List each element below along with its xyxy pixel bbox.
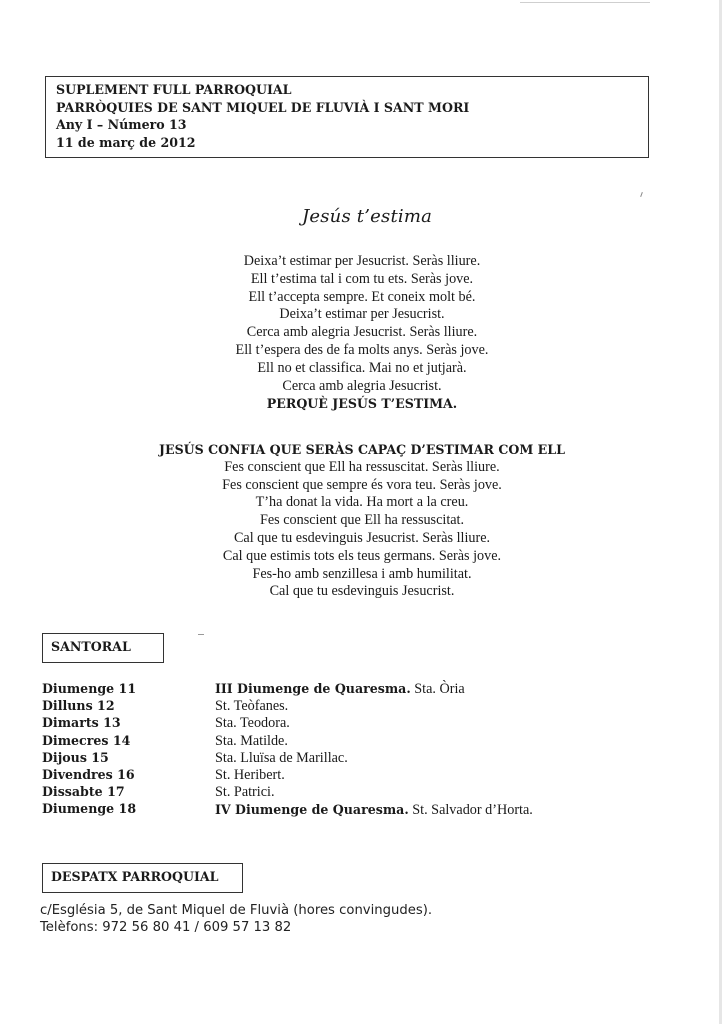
poem-closing: PERQUÈ JESÚS T’ESTIMA. [266, 396, 458, 412]
poem-second [0, 441, 724, 601]
saint-entry [215, 801, 533, 819]
masthead-title: SUPLEMENT FULL PARROQUIAL [56, 82, 292, 97]
poem-line: Ell no et classifica. Mai no et jutjarà. [257, 359, 467, 376]
masthead-box [45, 76, 649, 158]
poem-line: Fes conscient que Ell ha ressuscitat. [259, 512, 465, 529]
poem-line: Deixa’t estimar per Jesucrist. [279, 306, 445, 323]
saint-entry: Sta. Matilde. [215, 732, 288, 749]
poem-first [0, 253, 724, 413]
day-label: Diumenge 18 [42, 801, 137, 817]
day-label: Diumenge 11 [42, 681, 137, 696]
article-title: Jesús t’estima [301, 206, 433, 227]
poem-line: T’ha donat la vida. Ha mort a la creu. [255, 494, 469, 511]
phone-line: Telèfons: 972 56 80 41 / 609 57 13 82 [40, 920, 292, 935]
santoral-saints [215, 680, 533, 820]
day-label: Dissabte 17 [42, 784, 125, 800]
saint-name: Sta. Òria [410, 681, 465, 697]
santoral-label: SANTORAL [42, 633, 164, 663]
feast-name: III Diumenge de Quaresma. [215, 681, 411, 696]
poem-line: Deixa’t estimar per Jesucrist. Seràs lliure. [243, 253, 481, 269]
poem-line: Fes conscient que Ell ha ressuscitat. Seràs lliure. [224, 458, 500, 475]
masthead-date: 11 de març de 2012 [56, 134, 196, 150]
scan-mark [640, 192, 643, 197]
saint-entry: Sta. Teodora. [215, 715, 290, 732]
poem-line: Fes-ho amb senzillesa i amb humilitat. [252, 565, 472, 582]
despatx-label: DESPATX PARROQUIAL [42, 863, 243, 893]
day-label: Dijous 15 [42, 749, 109, 765]
santoral-days [42, 680, 136, 818]
day-label: Dimecres 14 [42, 732, 131, 748]
saint-entry: Sta. Lluïsa de Marillac. [215, 749, 348, 766]
poem-heading: JESÚS CONFIA QUE SERÀS CAPAÇ D’ESTIMAR COM ELL [159, 442, 565, 457]
masthead-parishes: PARRÒQUIES DE SANT MIQUEL DE FLUVIÀ I SANT MORI [56, 99, 470, 115]
address-line: c/Església 5, de Sant Miquel de Fluvià (hores convingudes). [40, 903, 433, 918]
poem-line: Ell t’estima tal i com tu ets. Seràs jove. [250, 270, 474, 287]
poem-line: Ell t’espera des de fa molts anys. Seràs jove. [235, 341, 489, 358]
masthead-issue: Any I – Número 13 [56, 117, 187, 132]
scan-top-rule [520, 2, 650, 3]
despatx-info [40, 902, 432, 936]
poem-line: Ell t’accepta sempre. Et coneix molt bé. [248, 288, 476, 305]
poem-line: Cal que estimis tots els teus germans. Seràs jove. [222, 547, 502, 564]
day-label: Dilluns 12 [42, 698, 115, 714]
poem-line: Cerca amb alegria Jesucrist. [282, 377, 442, 394]
day-label: Divendres 16 [42, 767, 135, 783]
poem-line: Cerca amb alegria Jesucrist. Seràs lliure. [246, 324, 478, 341]
scan-mark [198, 634, 204, 635]
saint-entry: St. Patrici. [215, 784, 275, 801]
poem-line: Cal que tu esdevinguis Jesucrist. Seràs lliure. [233, 529, 491, 546]
poem-line: Fes conscient que sempre és vora teu. Seràs jove. [222, 476, 502, 493]
day-label: Dimarts 13 [42, 715, 121, 731]
saint-entry: St. Heribert. [215, 767, 285, 784]
poem-line: Cal que tu esdevinguis Jesucrist. [269, 583, 455, 600]
saint-entry: St. Teòfanes. [215, 698, 289, 715]
saint-entry [215, 680, 533, 698]
feast-name: IV Diumenge de Quaresma. [215, 802, 409, 818]
saint-name: St. Salvador d’Horta. [408, 802, 533, 819]
